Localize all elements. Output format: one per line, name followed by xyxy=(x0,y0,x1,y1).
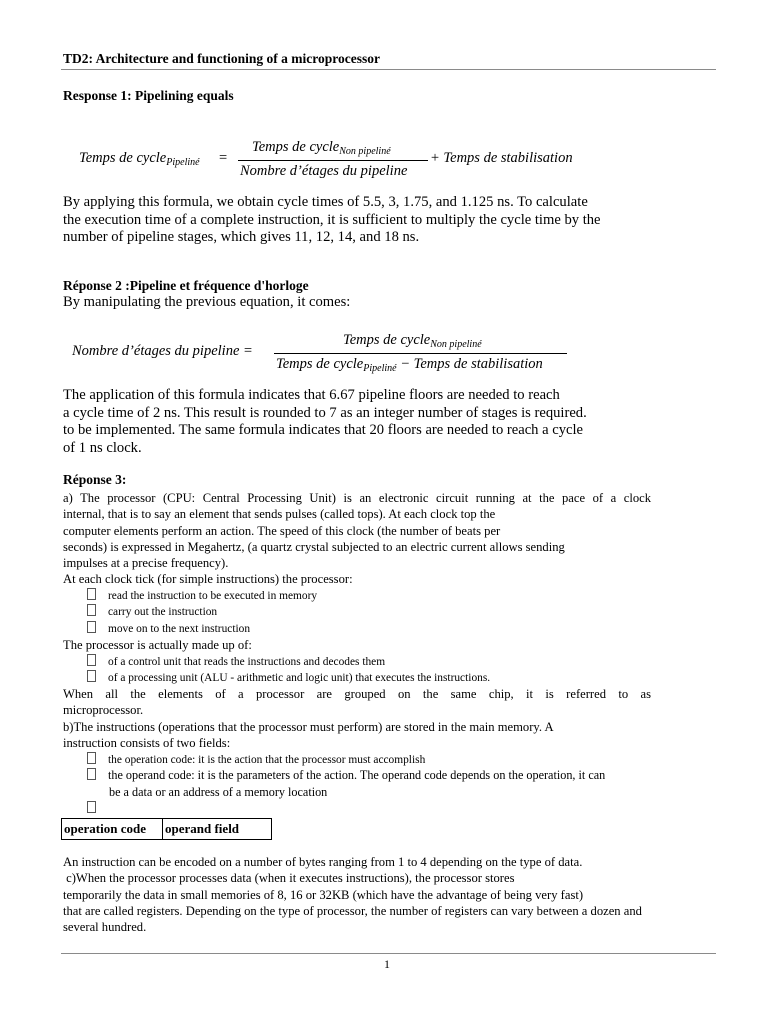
chip-paragraph xyxy=(63,686,651,719)
response1-paragraph xyxy=(63,194,601,247)
table-row xyxy=(62,819,272,840)
text-line: a cycle time of 2 ns. This result is rounded to 7 as an integer number of stages is required. xyxy=(63,404,587,421)
text-line: instruction consists of two fields: xyxy=(63,736,231,751)
formula2-denominator: Temps de cycle$_{Pipeliné}$ − Temps de stabilisation xyxy=(276,356,543,374)
list-item: the operand code: it is the parameters of the action. The operand code depends on the operation, it can xyxy=(87,768,605,783)
text-line: At each clock tick (for simple instructions) the processor: xyxy=(63,572,353,587)
bullet-box-icon xyxy=(87,621,96,633)
response2-intro: By manipulating the previous equation, it comes: xyxy=(63,294,351,310)
text-line: of 1 ns clock. xyxy=(63,439,142,456)
list-item-continuation: be a data or an address of a memory location xyxy=(109,785,328,799)
response2-heading: Réponse 2 :Pipeline et fréquence d'horloge xyxy=(63,278,309,293)
text-line: An instruction can be encoded on a number of bytes ranging from 1 to 4 depending on the type of data. xyxy=(63,855,583,869)
text-line: the execution time of a complete instruction, it is sufficient to multiply the cycle time by the xyxy=(63,211,601,228)
formula1-equals: = xyxy=(219,150,228,166)
formula1-fraction-bar xyxy=(238,160,428,161)
header-rule xyxy=(61,69,716,70)
bullet-box-icon xyxy=(87,588,96,600)
bullet-box-icon xyxy=(87,768,96,780)
text-line: temporarily the data in small memories of 8, 16 or 32KB (which have the advantage of being very fast) xyxy=(63,887,584,902)
text-line: The application of this formula indicates that 6.67 pipeline floors are needed to reach xyxy=(63,387,560,403)
response3-a-paragraph xyxy=(63,490,651,588)
table-cell-operation-code: operation code xyxy=(62,819,163,840)
bullet-box-icon xyxy=(87,604,96,616)
text-line: to be implemented. The same formula indicates that 20 floors are needed to reach a cycle xyxy=(63,422,584,439)
text-line: microprocessor. xyxy=(63,703,144,718)
bullet-box-icon xyxy=(87,670,96,682)
response3-b-paragraph xyxy=(63,719,554,752)
list-item: carry out the instruction xyxy=(87,604,217,618)
instruction-format-table xyxy=(61,818,272,840)
response2-paragraph xyxy=(63,387,587,457)
formula2-numerator: Temps de cycle$_{Non pipeliné}$ xyxy=(343,332,482,350)
text-line: a) The processor (CPU: Central Processing Unit) is an electronic circuit running at the pace of a clock xyxy=(63,491,651,505)
table-cell-operand-field: operand field xyxy=(163,819,272,840)
list-item: move on to the next instruction xyxy=(87,621,250,635)
text-line: By applying this formula, we obtain cycle times of 5.5, 3, 1.75, and 1.125 ns. To calculate xyxy=(63,194,588,210)
formula1-denominator: Nombre d’étages du pipeline xyxy=(240,163,408,179)
formula2-lhs: Nombre d’étages du pipeline = xyxy=(72,343,253,359)
response1-heading: Response 1: Pipelining equals xyxy=(63,88,234,103)
bullet-box-icon xyxy=(87,752,96,764)
list-item xyxy=(87,801,108,815)
text-line: number of pipeline stages, which gives 11, 12, 14, and 18 ns. xyxy=(63,229,420,246)
formula1-lhs: Temps de cycle$_{Pipeliné}$ xyxy=(79,150,200,168)
footer-rule xyxy=(61,953,716,954)
list-item: read the instruction to be executed in memory xyxy=(87,588,317,602)
formula2-fraction-bar xyxy=(274,353,567,354)
list-item: of a control unit that reads the instructions and decodes them xyxy=(87,654,385,668)
formula1-numerator: Temps de cycle$_{Non pipeliné}$ xyxy=(252,139,391,157)
text-line: When all the elements of a processor are grouped on the same chip, it is referred to as xyxy=(63,687,651,701)
made-up-line: The processor is actually made up of: xyxy=(63,638,252,652)
text-line: seconds) is expressed in Megahertz, (a quartz crystal subjected to an electric current allows sending xyxy=(63,539,565,554)
page-number: 1 xyxy=(384,957,390,971)
list-item: the operation code: it is the action that the processor must accomplish xyxy=(87,752,425,766)
text-line: b)The instructions (operations that the processor must perform) are stored in the main memory. A xyxy=(63,720,554,734)
list-item: of a processing unit (ALU - arithmetic and logic unit) that executes the instructions. xyxy=(87,670,490,684)
bullet-box-icon xyxy=(87,654,96,666)
text-line: impulses at a precise frequency). xyxy=(63,556,229,571)
text-line: several hundred. xyxy=(63,920,147,935)
formula1-plus-term: + Temps de stabilisation xyxy=(430,150,573,166)
response3-heading: Réponse 3: xyxy=(63,472,127,487)
document-title: TD2: Architecture and functioning of a microprocessor xyxy=(63,51,380,66)
bullet-box-icon xyxy=(87,801,96,813)
response3-c-paragraph xyxy=(63,854,642,935)
text-line: c)When the processor processes data (when it executes instructions), the processor stores xyxy=(63,871,515,886)
text-line: internal, that is to say an element that sends pulses (called tops). At each clock top the xyxy=(63,507,496,522)
text-line: that are called registers. Depending on the type of processor, the number of registers can vary between a dozen and xyxy=(63,903,642,918)
text-line: computer elements perform an action. The speed of this clock (the number of beats per xyxy=(63,523,501,538)
